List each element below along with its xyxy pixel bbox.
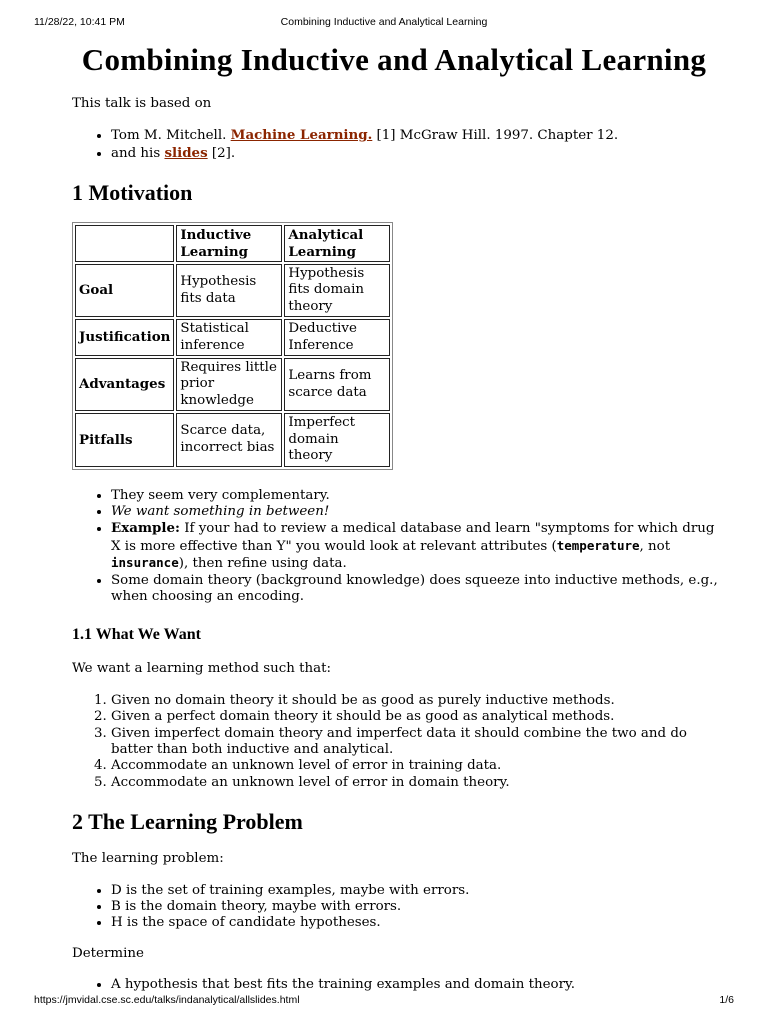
print-header — [34, 16, 734, 30]
determine-list — [72, 977, 722, 993]
determine-text: Determine — [72, 945, 144, 961]
document-body — [72, 42, 722, 1008]
table-col-header: Inductive Learning — [176, 225, 282, 262]
table-cell: Hypothesis fits data — [176, 264, 282, 317]
table-row-header: Goal — [75, 264, 174, 317]
list-item: • D is the set of training examples, maybe with errors. — [111, 883, 722, 899]
table-row-header: Justification — [75, 319, 174, 356]
list-item: • Some domain theory (background knowledge) does squeeze into inductive methods, e.g., when choosing an encoding. — [111, 573, 722, 606]
reference-item: • and his slides [2]. — [111, 145, 722, 162]
table-cell: Deductive Inference — [284, 319, 390, 356]
document-title: Combining Inductive and Analytical Learning — [81, 42, 707, 77]
motivation-list — [72, 488, 722, 606]
print-footer — [34, 994, 734, 1008]
print-page-number: 1/6 — [719, 994, 734, 1006]
learning-problem-list — [72, 883, 722, 932]
print-page-title: Combining Inductive and Analytical Learning — [280, 16, 488, 28]
section-heading-what-we-want: 1.1 What We Want — [72, 626, 201, 644]
slides-link[interactable]: slides — [164, 144, 208, 161]
list-item: 3. Given imperfect domain theory and imperfect data it should combine the two and do batter than both inductive and analytical. — [111, 726, 722, 759]
reference-list — [72, 127, 722, 162]
list-item: • Example: If your had to review a medical database and learn "symptoms for which drug X is more effective than Y" you would look at relevant attributes (temperature, not insurance), then refine using data. — [111, 520, 722, 572]
table-col-header: Analytical Learning — [284, 225, 390, 262]
code-temperature: temperature — [556, 537, 640, 553]
table-cell: Statistical inference — [176, 319, 282, 356]
table-row — [75, 319, 390, 356]
code-insurance: insurance — [111, 555, 179, 571]
learning-problem-intro: The learning problem: — [72, 851, 224, 867]
list-item: 2. Given a perfect domain theory it should be as good as analytical methods. — [111, 709, 722, 725]
list-item: • B is the domain theory, maybe with errors. — [111, 899, 722, 915]
table-cell: Hypothesis fits domain theory — [284, 264, 390, 317]
table-row — [75, 413, 390, 466]
what-we-want-list — [72, 693, 722, 791]
print-url: https://jmvidal.cse.sc.edu/talks/indanalytical/allslides.html — [34, 994, 300, 1006]
table-row — [75, 264, 390, 317]
intro-text: This talk is based on — [72, 96, 212, 111]
table-cell: Scarce data, incorrect bias — [176, 413, 282, 466]
table-corner-cell — [75, 225, 174, 262]
emphasis-text: We want something in between! — [111, 503, 330, 519]
list-item: • They seem very complementary. — [111, 488, 722, 504]
list-item: 4. Accommodate an unknown level of error in training data. — [111, 758, 722, 774]
table-row — [75, 358, 390, 411]
reference-item: • Tom M. Mitchell. Machine Learning. [1] McGraw Hill. 1997. Chapter 12. — [111, 127, 722, 144]
table-cell: Requires little prior knowledge — [176, 358, 282, 411]
section-heading-motivation: 1 Motivation — [72, 180, 193, 206]
table-row-header: Pitfalls — [75, 413, 174, 466]
list-item — [111, 504, 722, 520]
machine-learning-link[interactable]: Machine Learning. — [230, 127, 373, 144]
example-label: Example: — [111, 520, 180, 537]
table-row-header: Advantages — [75, 358, 174, 411]
comparison-table — [72, 222, 393, 469]
list-item: • A hypothesis that best fits the training examples and domain theory. — [111, 977, 722, 993]
print-datetime: 11/28/22, 10:41 PM — [34, 16, 125, 28]
list-item: 1. Given no domain theory it should be as good as purely inductive methods. — [111, 693, 722, 709]
table-cell: Imperfect domain theory — [284, 413, 390, 466]
what-we-want-intro: We want a learning method such that: — [72, 661, 332, 677]
section-heading-learning-problem: 2 The Learning Problem — [72, 809, 303, 835]
table-cell: Learns from scarce data — [284, 358, 390, 411]
list-item: 5. Accommodate an unknown level of error in domain theory. — [111, 775, 722, 791]
list-item: • H is the space of candidate hypotheses. — [111, 915, 722, 931]
table-header-row — [75, 225, 390, 262]
